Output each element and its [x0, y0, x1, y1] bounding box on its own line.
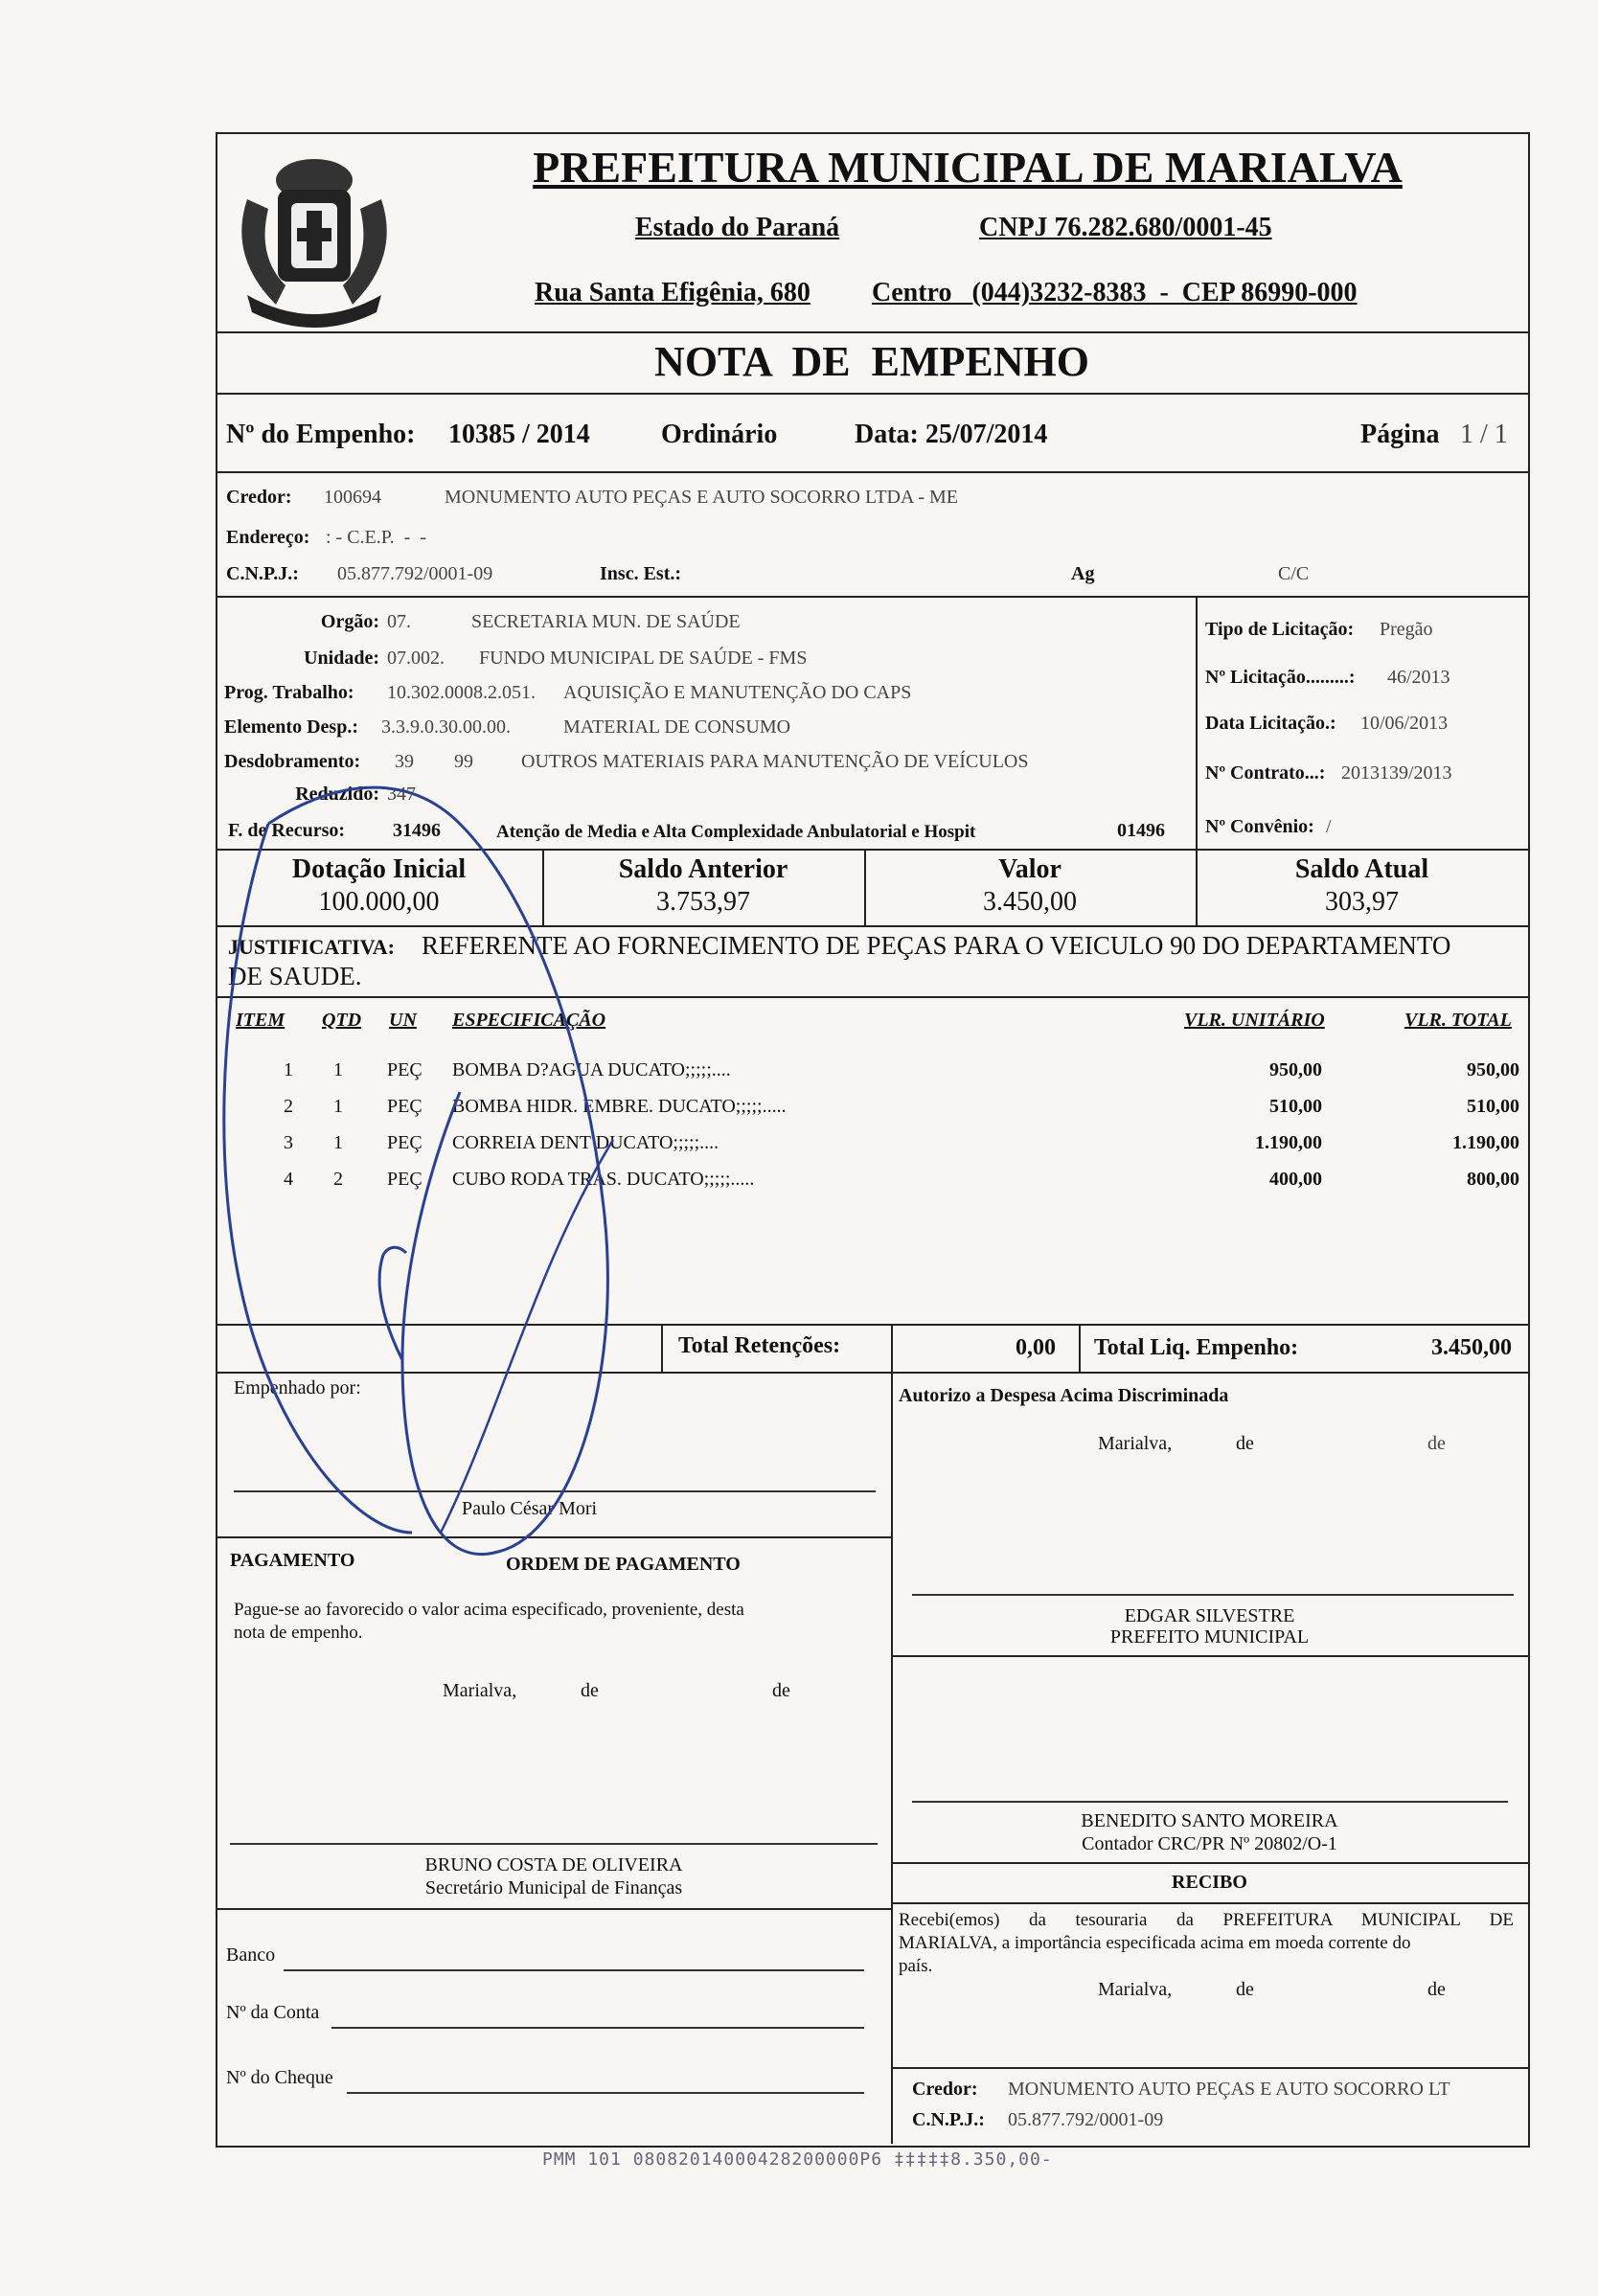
endereco-value: : - C.E.P. - - [326, 527, 426, 548]
unidade-desc: FUNDO MUNICIPAL DE SAÚDE - FMS [479, 648, 808, 669]
dotacao-label: Dotação Inicial [291, 854, 467, 884]
reduzido-value: 347 [387, 784, 416, 805]
orgao-desc: SECRETARIA MUN. DE SAÚDE [471, 611, 741, 632]
prefeito-nome: EDGAR SILVESTRE [1124, 1605, 1295, 1626]
recurso-code: 31496 [393, 820, 441, 841]
unidade-label: Unidade: [304, 648, 379, 669]
col-espec: ESPECIFICAÇÃO [452, 1010, 606, 1031]
cc-label: C/C [1278, 563, 1310, 584]
total-liq-value: 3.450,00 [1431, 1335, 1512, 1360]
item-espec: BOMBA D?AGUA DUCATO;;;;;.... [452, 1059, 731, 1080]
item-total: 800,00 [1467, 1169, 1519, 1190]
empenho-date: Data: 25/07/2014 [855, 420, 1048, 449]
address-street: Rua Santa Efigênia, 680 [535, 278, 810, 307]
convenio-value: / [1326, 816, 1332, 837]
autorizo-de-1: de [1236, 1433, 1254, 1454]
item-number: 1 [284, 1059, 293, 1080]
justificativa-label: JUSTIFICATIVA: [228, 935, 396, 959]
empenhado-label: Empenhado por: [234, 1377, 361, 1398]
total-retencoes-value: 0,00 [1016, 1335, 1056, 1360]
autorizo-de-2: de [1427, 1433, 1446, 1454]
valor-value: 3.450,00 [983, 887, 1077, 917]
pague-text-1: Pague-se ao favorecido o valor acima especificado, proveniente, desta [234, 1600, 744, 1620]
saldo-anterior-value: 3.753,97 [656, 887, 750, 917]
state-label: Estado do Paraná [635, 213, 840, 242]
recibo-text-1: Recebi(emos) da tesouraria da PREFEITURA MUNICIPAL DE [899, 1910, 1514, 1930]
item-total: 950,00 [1467, 1059, 1519, 1080]
justificativa-text-2: DE SAUDE. [228, 962, 362, 990]
item-qtd: 1 [333, 1132, 343, 1153]
credor-label: Credor: [226, 487, 292, 508]
saldo-atual-label: Saldo Atual [1294, 854, 1429, 884]
address-rest: Centro (044)3232-8383 - CEP 86990-000 [872, 278, 1358, 307]
recurso-desc: Atenção de Media e Alta Complexidade Anbulatorial e Hospit [496, 822, 976, 842]
pagamento-marialva: Marialva, [443, 1680, 517, 1701]
empenhado-nome: Paulo César Mori [462, 1498, 598, 1519]
banco-label: Banco [226, 1944, 276, 1966]
cnpj-label: CNPJ 76.282.680/0001-45 [979, 213, 1272, 242]
item-unit: 1.190,00 [1255, 1132, 1322, 1153]
elemento-label: Elemento Desp.: [224, 716, 358, 738]
handwritten-signature-icon [211, 747, 805, 1571]
pagamento-de-1: de [581, 1680, 599, 1701]
reduzido-label: Reduzido: [295, 784, 379, 805]
secretario-cargo: Secretário Municipal de Finanças [424, 1877, 683, 1898]
num-licitacao-value: 46/2013 [1387, 667, 1450, 688]
document-title: NOTA DE EMPENHO [654, 338, 1089, 385]
item-unit: 950,00 [1269, 1059, 1322, 1080]
pagamento-de-2: de [772, 1680, 790, 1701]
total-retencoes-label: Total Retenções: [678, 1333, 841, 1358]
secretario-nome: BRUNO COSTA DE OLIVEIRA [424, 1854, 683, 1875]
valor-label: Valor [998, 854, 1062, 884]
item-un: PEÇ [387, 1059, 422, 1080]
justificativa-text-1: REFERENTE AO FORNECIMENTO DE PEÇAS PARA O VEICULO 90 DO DEPARTAMENTO [422, 931, 1451, 960]
col-item: ITEM [236, 1010, 285, 1031]
saldo-anterior-label: Saldo Anterior [618, 854, 788, 884]
data-licitacao-value: 10/06/2013 [1360, 713, 1449, 734]
data-licitacao-label: Data Licitação.: [1205, 713, 1336, 734]
ag-label: Ag [1071, 563, 1095, 584]
page-label: Página [1360, 420, 1440, 449]
autorizo-marialva: Marialva, [1098, 1433, 1173, 1454]
item-espec: BOMBA HIDR. EMBRE. DUCATO;;;;;..... [452, 1096, 787, 1117]
empenho-type: Ordinário [661, 420, 778, 449]
tipo-licitacao-value: Pregão [1380, 619, 1433, 640]
orgao-label: Orgão: [320, 611, 379, 632]
num-licitacao-label: Nº Licitação.........: [1205, 667, 1356, 688]
desdobramento-code2: 99 [454, 751, 473, 772]
item-qtd: 2 [333, 1169, 343, 1190]
prog-trabalho-label: Prog. Trabalho: [224, 682, 354, 703]
recurso-label: F. de Recurso: [228, 820, 346, 841]
desdobramento-desc: OUTROS MATERIAIS PARA MANUTENÇÃO DE VEÍCULOS [521, 751, 1029, 772]
item-number: 2 [284, 1096, 293, 1117]
item-total: 1.190,00 [1452, 1132, 1519, 1153]
recibo-cnpj-label: C.N.P.J.: [912, 2109, 985, 2130]
item-qtd: 1 [333, 1096, 343, 1117]
desdobramento-label: Desdobramento: [224, 751, 361, 772]
pague-text-2: nota de empenho. [234, 1623, 363, 1643]
col-un: UN [389, 1010, 417, 1031]
pagamento-label: PAGAMENTO [230, 1550, 355, 1571]
empenho-number: 10385 / 2014 [448, 420, 590, 449]
saldo-atual-value: 303,97 [1325, 887, 1399, 917]
contrato-label: Nº Contrato...: [1205, 762, 1326, 784]
credor-name: MONUMENTO AUTO PEÇAS E AUTO SOCORRO LTDA - ME [445, 487, 958, 508]
footer-barcode-text: PMM 101 08082014000428200000P6 ‡‡‡‡‡8.350,00- [542, 2149, 1053, 2170]
contrato-value: 2013139/2013 [1341, 762, 1452, 784]
item-espec: CUBO RODA TRAS. DUCATO;;;;;..... [452, 1169, 755, 1190]
dotacao-value: 100.000,00 [318, 887, 440, 917]
elemento-desc: MATERIAL DE CONSUMO [563, 716, 791, 738]
recibo-title: RECIBO [1172, 1872, 1247, 1893]
recibo-de-1: de [1236, 1979, 1254, 2000]
item-unit: 400,00 [1269, 1169, 1322, 1190]
col-qtd: QTD [322, 1010, 362, 1031]
elemento-code: 3.3.9.0.30.00.00. [381, 716, 511, 738]
item-qtd: 1 [333, 1059, 343, 1080]
recibo-de-2: de [1427, 1979, 1446, 2000]
total-liq-label: Total Liq. Empenho: [1094, 1335, 1299, 1360]
unidade-code: 07.002. [387, 648, 445, 669]
cheque-label: Nº do Cheque [226, 2067, 333, 2088]
recibo-credor-nome: MONUMENTO AUTO PEÇAS E AUTO SOCORRO LT [1008, 2079, 1450, 2100]
item-number: 4 [284, 1169, 293, 1190]
recibo-text-3: país. [899, 1956, 933, 1976]
recibo-marialva: Marialva, [1098, 1979, 1173, 2000]
prefeito-cargo: PREFEITO MUNICIPAL [1109, 1626, 1310, 1648]
prog-trabalho-desc: AQUISIÇÃO E MANUTENÇÃO DO CAPS [563, 682, 912, 703]
conta-label: Nº da Conta [226, 2002, 320, 2023]
item-un: PEÇ [387, 1132, 422, 1153]
item-un: PEÇ [387, 1096, 422, 1117]
recibo-credor-label: Credor: [912, 2079, 978, 2100]
coat-of-arms-icon [218, 142, 410, 333]
item-unit: 510,00 [1269, 1096, 1322, 1117]
ordem-pagamento-label: ORDEM DE PAGAMENTO [506, 1554, 741, 1575]
item-total: 510,00 [1467, 1096, 1519, 1117]
insc-est-label: Insc. Est.: [600, 563, 682, 584]
col-vlr-unit: VLR. UNITÁRIO [1184, 1010, 1325, 1031]
endereco-label: Endereço: [226, 527, 310, 548]
autorizo-label: Autorizo a Despesa Acima Discriminada [899, 1385, 1229, 1406]
desdobramento-code1: 39 [395, 751, 414, 772]
contador-nome: BENEDITO SANTO MOREIRA [1081, 1810, 1338, 1831]
orgao-code: 07. [387, 611, 411, 632]
recurso-code2: 01496 [1117, 820, 1165, 841]
credor-code: 100694 [324, 487, 381, 508]
contador-cargo: Contador CRC/PR Nº 20802/O-1 [1082, 1833, 1337, 1854]
cnpj-credor-label: C.N.P.J.: [226, 563, 299, 584]
tipo-licitacao-label: Tipo de Licitação: [1205, 619, 1355, 640]
convenio-label: Nº Convênio: [1205, 816, 1314, 837]
empenho-number-label: Nº do Empenho: [226, 420, 416, 449]
institution-title: PREFEITURA MUNICIPAL DE MARIALVA [533, 143, 1403, 192]
col-vlr-total: VLR. TOTAL [1404, 1010, 1512, 1031]
item-number: 3 [284, 1132, 293, 1153]
recibo-text-2: MARIALVA, a importância especificada acima em moeda corrente do [899, 1933, 1411, 1953]
page-number: 1 / 1 [1460, 420, 1508, 449]
recibo-cnpj-value: 05.877.792/0001-09 [1008, 2109, 1164, 2130]
cnpj-credor-value: 05.877.792/0001-09 [337, 563, 493, 584]
prog-trabalho-code: 10.302.0008.2.051. [387, 682, 536, 703]
item-un: PEÇ [387, 1169, 422, 1190]
item-espec: CORREIA DENT DUCATO;;;;;.... [452, 1132, 719, 1153]
